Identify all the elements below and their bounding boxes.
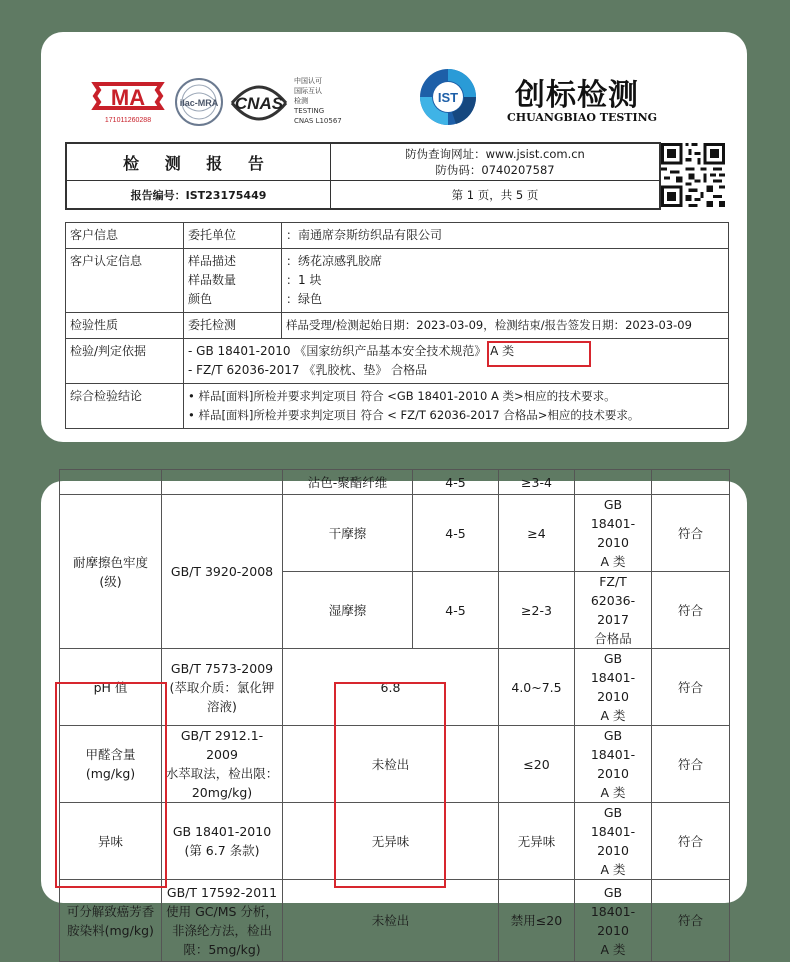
cnas-logo-text: CNAS [234, 94, 284, 113]
conclusion-item-2: • 样品[面料]所检并要求判定项目 符合 < FZ/T 62036-2017 合格品>相应的技术要求。 [188, 408, 640, 422]
test-results-card [41, 474, 747, 957]
basis-item-2: - FZ/T 62036-2017 《乳胶枕、垫》 合格品 [188, 363, 428, 377]
amine-value: 未检出 [283, 880, 499, 962]
cma-logo-text: MA [110, 85, 146, 110]
odor-verdict: 符合 [652, 803, 730, 880]
table-row [66, 339, 729, 384]
odor-value: 无异味 [283, 803, 499, 880]
nature-label: 检验性质 [66, 313, 184, 339]
brand-name: 创标检测 [515, 78, 639, 113]
odor-limit: 无异味 [499, 803, 575, 880]
amine-method: GB/T 17592-2011 使用 GC/MS 分析， 非涤纶方法，检出 限：5mg/kg) [162, 880, 283, 962]
table-row [66, 313, 729, 339]
sample-qty-value: ：1 块 [286, 273, 322, 287]
formaldehyde-limit: ≤20 [499, 726, 575, 803]
cma-number: 171011260288 [104, 117, 152, 124]
ist-logo [416, 66, 480, 132]
nature-value: 委托检测 [184, 313, 282, 339]
ph-name: pH 值 [60, 649, 162, 726]
dry-rubbing-standard: GB 18401-2010 A 类 [575, 495, 652, 572]
odor-standard: GB 18401-2010 A 类 [575, 803, 652, 880]
result-limit: ≥3-4 [499, 470, 575, 495]
formaldehyde-standard: GB 18401-2010 A 类 [575, 726, 652, 803]
ist-logo-text: IST [437, 90, 459, 105]
report-header-box [65, 142, 661, 210]
anti-fake-code: 防伪码：0740207587 [435, 163, 555, 177]
report-cover-card [41, 32, 747, 442]
basis-label: 检验/判定依据 [66, 339, 184, 384]
ilac-mra-logo [173, 76, 225, 132]
result-value: 4-5 [413, 470, 499, 495]
conclusion-item-1: • 样品[面料]所检并要求判定项目 符合 <GB 18401-2010 A 类>相应的技术要求。 [188, 389, 616, 403]
sample-qty-label: 样品数量 [188, 273, 237, 287]
formaldehyde-value: 未检出 [283, 726, 499, 803]
client-sub-label: 委托单位 [184, 223, 282, 249]
amine-standard: GB 18401-2010 A 类 [575, 880, 652, 962]
color-label: 颜色 [188, 292, 213, 306]
wet-rubbing-value: 4-5 [413, 572, 499, 649]
report-number: 报告编号：IST23175449 [67, 181, 331, 208]
wet-rubbing-verdict: 符合 [652, 572, 730, 649]
anti-fake-info [331, 144, 659, 181]
cnas-logo [228, 77, 290, 133]
dry-rubbing-verdict: 符合 [652, 495, 730, 572]
sample-desc-value: ：绣花凉感乳胶席 [286, 254, 383, 268]
basis-item-1: - GB 18401-2010 《国家纺织产品基本安全技术规范》 A 类 [188, 344, 515, 358]
client-info-table [65, 222, 729, 429]
qr-code[interactable] [661, 143, 725, 211]
amine-verdict: 符合 [652, 880, 730, 962]
table-row [60, 880, 730, 962]
ph-value: 6.8 [283, 649, 499, 726]
result-item: 沾色-聚酯纤维 [283, 470, 413, 495]
dry-rubbing-limit: ≥4 [499, 495, 575, 572]
table-row [60, 470, 730, 495]
amine-limit: 禁用≤20 [499, 880, 575, 962]
ph-method: GB/T 7573-2009 (萃取介质：氯化钾溶液) [162, 649, 283, 726]
highlight-box-values [334, 682, 446, 888]
rubbing-name: 耐摩擦色牢度 (级) [60, 495, 162, 649]
report-title: 检 测 报 告 [67, 144, 331, 181]
color-value: ：绿色 [286, 292, 323, 306]
dry-rubbing-value: 4-5 [413, 495, 499, 572]
test-dates: 样品受理/检测起始日期：2023-03-09，检测结束/报告签发日期：2023-03-09 [282, 313, 729, 339]
odor-name: 异味 [60, 803, 162, 880]
wet-rubbing-limit: ≥2-3 [499, 572, 575, 649]
formaldehyde-verdict: 符合 [652, 726, 730, 803]
rubbing-method: GB/T 3920-2008 [162, 495, 283, 649]
table-row [66, 249, 729, 313]
highlight-box-items [55, 682, 167, 888]
ph-standard: GB 18401-2010 A 类 [575, 649, 652, 726]
table-row [66, 384, 729, 429]
ph-verdict: 符合 [652, 649, 730, 726]
cnas-accreditation-text: 中国认可 国际互认 检测 TESTING CNAS L10567 [294, 77, 342, 125]
sample-desc-label: 样品描述 [188, 254, 237, 268]
page-info: 第 1 页，共 5 页 [451, 187, 539, 202]
wet-rubbing-standard: FZ/T 62036-2017 合格品 [575, 572, 652, 649]
ph-limit: 4.0~7.5 [499, 649, 575, 726]
conclusion-label: 综合检验结论 [66, 384, 184, 429]
client-label: 客户信息 [66, 223, 184, 249]
highlight-box-a-class [487, 341, 591, 367]
dry-rubbing-item: 干摩擦 [283, 495, 413, 572]
table-row [60, 495, 730, 572]
ilac-logo-text: ilac-MRA [179, 98, 219, 108]
amine-name: 可分解致癌芳香 胺染料(mg/kg) [60, 880, 162, 962]
formaldehyde-method: GB/T 2912.1-2009 水萃取法，检出限： 20mg/kg) [162, 726, 283, 803]
cma-logo [91, 78, 165, 130]
client-value: ：南通席奈斯纺织品有限公司 [282, 223, 729, 249]
confirm-label: 客户认定信息 [66, 249, 184, 313]
odor-method: GB 18401-2010 (第 6.7 条款) [162, 803, 283, 880]
brand-subtitle: CHUANGBIAO TESTING [507, 111, 658, 124]
formaldehyde-name: 甲醛含量 (mg/kg) [60, 726, 162, 803]
query-website[interactable]: 防伪查询网址：www.jsist.com.cn [405, 147, 585, 161]
table-row [66, 223, 729, 249]
wet-rubbing-item: 湿摩擦 [283, 572, 413, 649]
